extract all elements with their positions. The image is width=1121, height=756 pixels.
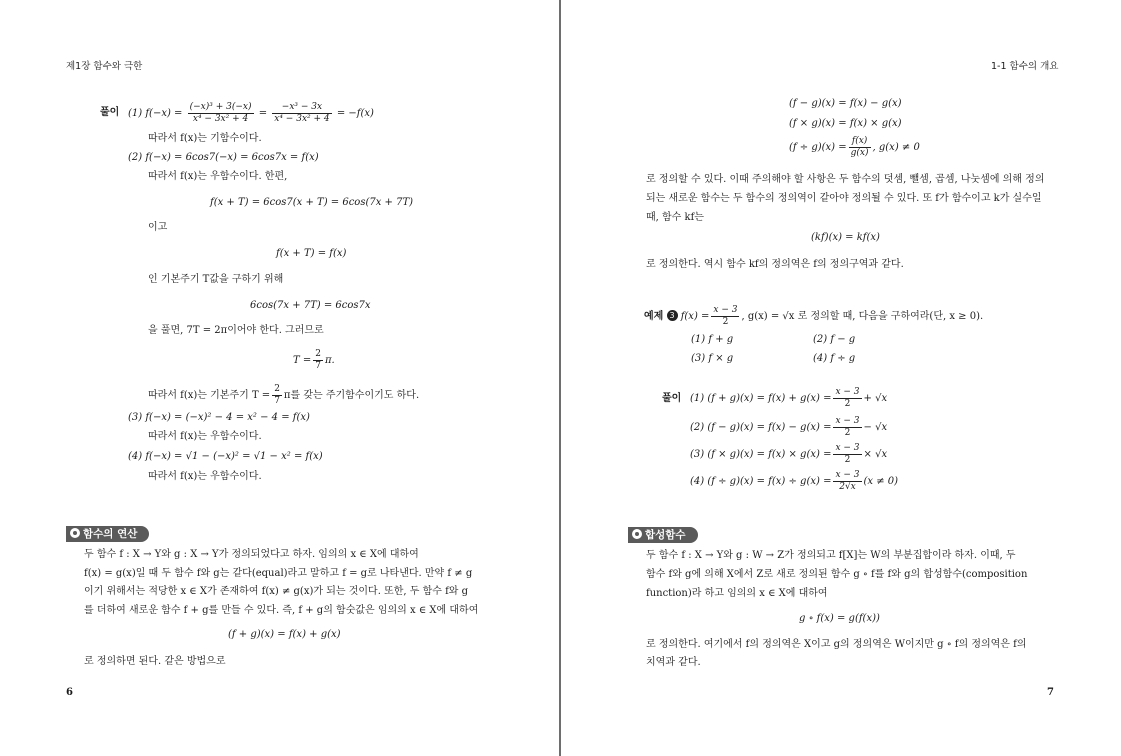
formula: (f + g)(x) = f(x) + g(x) xyxy=(228,629,341,640)
example-item: (4) f ÷ g xyxy=(813,353,856,364)
fraction: $\frac{x - 3}{2}$ xyxy=(835,443,860,465)
body-text-line: f(x) = g(x)일 때 두 함수 f와 g는 같다(equal)라고 말하고 f = g로 나타낸다. 만약 f ≠ g xyxy=(84,568,473,579)
body-text-line: 때, 함수 kf는 xyxy=(646,212,704,223)
solution-line-14: 따라서 f(x)는 우함수이다. xyxy=(148,431,262,442)
body-text-line: function)라 하고 임의의 x ∈ X에 대하여 xyxy=(646,588,828,599)
fraction: $\frac{x - 3}{2}$ xyxy=(835,387,860,409)
fraction: $\frac{x - 3}{2√x}$ xyxy=(835,470,860,492)
fraction: $\frac{2}{7}$ xyxy=(274,384,280,406)
body-text-line: 로 정의하면 된다. 같은 방법으로 xyxy=(84,656,226,667)
solution-line-4: 따라서 f(x)는 우함수이다. 한편, xyxy=(148,171,288,182)
solution-line-13: (3) f(−x) = (−x)² − 4 = x² − 4 = f(x) xyxy=(128,412,310,423)
example-number-badge: 3 xyxy=(667,310,678,321)
page-number: 7 xyxy=(1047,687,1054,698)
solution-line-7: f(x + T) = f(x) xyxy=(276,248,347,259)
left-page xyxy=(0,0,560,756)
solution-line-6: 이고 xyxy=(148,222,168,233)
right-page xyxy=(561,0,1121,756)
formula: (f × g)(x) = f(x) × g(x) xyxy=(789,118,902,129)
formula: g ∘ f(x) = g(f(x)) xyxy=(799,613,880,624)
section-heading-composite-function: 합성함수 xyxy=(628,527,698,543)
page-number: 6 xyxy=(66,687,73,698)
solution-line-12: 따라서 f(x)는 기본주기 T = $\frac{2}{7}$ π를 갖는 주기함수이기도 하다. xyxy=(148,384,420,406)
running-header: 제1장 함수와 극한 xyxy=(66,61,143,72)
solution-row: (3) (f × g)(x) = f(x) × g(x) = $\frac{x - 3}{2}$ × √x xyxy=(690,443,888,465)
formula: (kf)(x) = kf(x) xyxy=(811,232,880,243)
solution-line-8: 인 기본주기 T값을 구하기 위해 xyxy=(148,274,284,285)
solution-line-16: 따라서 f(x)는 우함수이다. xyxy=(148,471,262,482)
body-text-line: 두 함수 f : X → Y와 g : W → Z가 정의되고 f[X]는 W의 부분집합이라 하자. 이때, 두 xyxy=(646,550,1016,561)
solution-line-9: 6cos(7x + 7T) = 6cos7x xyxy=(250,300,371,311)
solution-line-11: T = $\frac{2}{7}$ π. xyxy=(293,349,335,371)
example-item: (3) f × g xyxy=(691,353,734,364)
solution-label: 풀이 xyxy=(662,393,682,404)
example-item: (2) f − g xyxy=(813,334,856,345)
example-problem: 예제 3 f(x) = $\frac{x - 3}{2}$ , g(x) = √x 로 정의할 때, 다음을 구하여라(단, x ≥ 0). xyxy=(644,305,984,327)
fraction: $\frac{2}{7}$ xyxy=(315,349,321,371)
gear-icon xyxy=(70,528,80,538)
solution-line-3: (2) f(−x) = 6cos7(−x) = 6cos7x = f(x) xyxy=(128,152,319,163)
fraction: $\frac{x - 3}{2}$ xyxy=(713,305,738,327)
body-text-line: 두 함수 f : X → Y와 g : X → Y가 정의되었다고 하자. 임의의 x ∈ X에 대하여 xyxy=(84,549,419,560)
fraction: $\frac{f(x)}{g(x)}$ xyxy=(850,136,869,158)
solution-row: (4) (f ÷ g)(x) = f(x) ÷ g(x) = $\frac{x - 3}{2√x}$ (x ≠ 0) xyxy=(690,470,899,492)
body-text-line: 이기 위해서는 적당한 x ∈ X가 존재하여 f(x) ≠ g(x)가 되는 것이다. 또한, 두 함수 f와 g xyxy=(84,586,469,597)
body-text-line: 로 정의할 수 있다. 이때 주의해야 할 사항은 두 함수의 덧셈, 뺄셈, 곱셈, 나눗셈에 의해 정의 xyxy=(646,174,1045,185)
body-text-line: 로 정의한다. 여기에서 f의 정의역은 X이고 g의 정의역은 W이지만 g ∘ f의 정의역은 f의 xyxy=(646,639,1027,650)
solution-line-10: 을 풀면, 7T = 2π이어야 한다. 그러므로 xyxy=(148,325,324,336)
solution-line-5: f(x + T) = 6cos7(x + T) = 6cos(7x + 7T) xyxy=(210,197,414,208)
body-text-line: 되는 새로운 함수는 두 함수의 정의역이 같아야 정의될 수 있다. 또 f가 함수이고 k가 실수일 xyxy=(646,193,1042,204)
solution-row: (1) (f + g)(x) = f(x) + g(x) = $\frac{x - 3}{2}$ + √x xyxy=(690,387,888,409)
body-text-line: 를 더하여 새로운 함수 f + g를 만들 수 있다. 즉, f + g의 함숫값은 임의의 x ∈ X에 대하여 xyxy=(84,605,479,616)
solution-line-1: (1) f(−x) = $\frac{\text{(−x)³ + 3(−x)}}{\text{x⁴ − 3x² + 4}}$ = $\frac{\text{−x³ − 3x}}{\text{x⁴ − 3x² + 4}}$ = −f(x) xyxy=(128,102,374,124)
solution-line-15: (4) f(−x) = √1 − (−x)² = √1 − x² = f(x) xyxy=(128,451,323,462)
body-text-line: 로 정의한다. 역시 함수 kf의 정의역은 f의 정의구역과 같다. xyxy=(646,259,904,270)
fraction: $\frac{x - 3}{2}$ xyxy=(835,416,860,438)
body-text-line: 함수 f와 g에 의해 X에서 Z로 새로 정의된 함수 g ∘ f를 f와 g의 합성함수(composition xyxy=(646,569,1028,580)
section-heading-function-operations: 함수의 연산 xyxy=(66,526,149,542)
fraction: $\frac{\text{−x³ − 3x}}{\text{x⁴ − 3x² + 4}}$ xyxy=(274,102,330,124)
formula: (f − g)(x) = f(x) − g(x) xyxy=(789,98,902,109)
body-text-line: 치역과 같다. xyxy=(646,657,701,668)
solution-label: 풀이 xyxy=(100,107,120,118)
solution-row: (2) (f − g)(x) = f(x) − g(x) = $\frac{x - 3}{2}$ − √x xyxy=(690,416,888,438)
gear-icon xyxy=(632,529,642,539)
solution-line-2: 따라서 f(x)는 기함수이다. xyxy=(148,133,262,144)
formula: (f ÷ g)(x) = $\frac{f(x)}{g(x)}$ , g(x) ≠ 0 xyxy=(789,136,920,158)
fraction: $\frac{\text{(−x)³ + 3(−x)}}{\text{x⁴ − 3x² + 4}}$ xyxy=(189,102,252,124)
running-header: 1-1 함수의 개요 xyxy=(991,61,1059,72)
example-item: (1) f + g xyxy=(691,334,734,345)
